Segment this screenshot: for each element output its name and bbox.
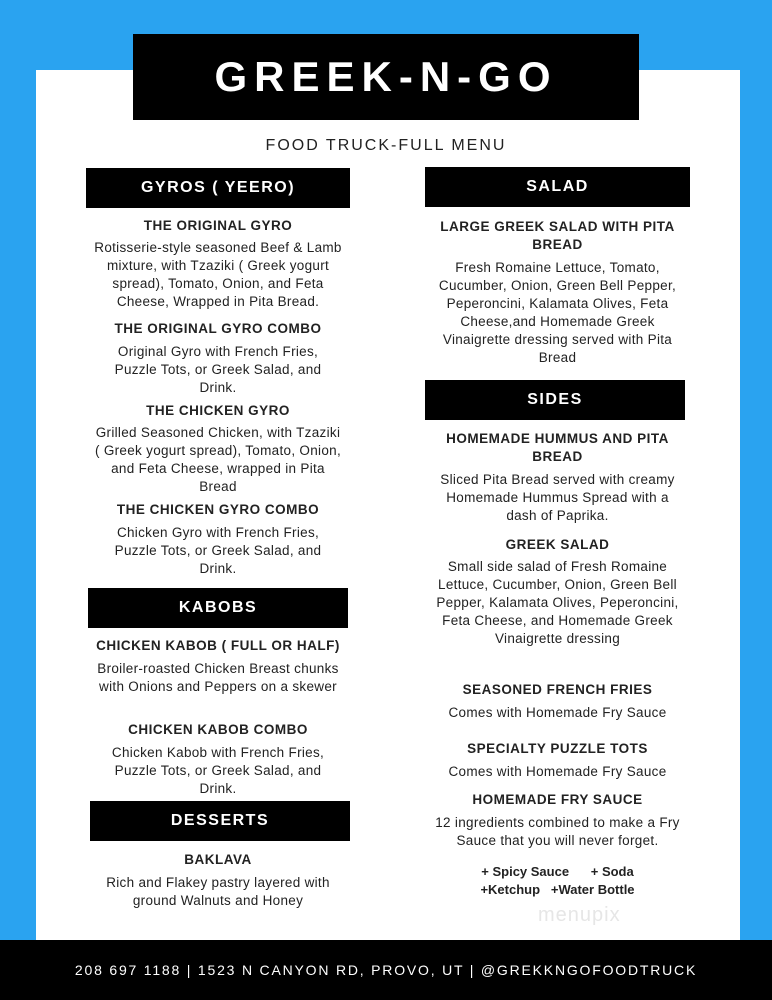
menu-subtitle: FOOD TRUCK-FULL MENU	[265, 137, 507, 154]
menu-item-title: THE CHICKEN GYRO COMBO	[116, 502, 320, 517]
extras-line-2: +Ketchup +Water Bottle	[480, 882, 635, 897]
menu-item-title: CHICKEN KABOB COMBO	[128, 722, 308, 737]
menu-item-desc: Comes with Homemade Fry Sauce	[448, 764, 667, 779]
menu-item-title: THE ORIGINAL GYRO COMBO	[114, 321, 322, 336]
menu-item-title: THE ORIGINAL GYRO	[143, 218, 293, 233]
menu-item-desc: Original Gyro with French Fries, Puzzle Tots, or Greek Salad, and Drink.	[114, 344, 322, 395]
menu-item-desc: Grilled Seasoned Chicken, with Tzaziki ( Greek yogurt spread), Tomato, Onion, and Feta Cheese, wrapped in Pita Bread	[94, 425, 341, 494]
menu-title: GREEK-N-GO	[214, 53, 558, 100]
menu-item-desc: Broiler-roasted Chicken Breast chunks with Onions and Peppers on a skewer	[97, 661, 339, 694]
extras-line-1: + Spicy Sauce + Soda	[481, 864, 634, 879]
menu-item-title: HOMEMADE FRY SAUCE	[472, 792, 643, 807]
menu-item-title: THE CHICKEN GYRO	[146, 403, 290, 418]
menu-item-desc: 12 ingredients combined to make a Fry Sauce that you will never forget.	[435, 815, 680, 848]
menu-item-title: CHICKEN KABOB ( FULL OR HALF)	[96, 638, 340, 653]
menu-item-desc: Sliced Pita Bread served with creamy Homemade Hummus Spread with a dash of Paprika.	[440, 472, 675, 523]
menu-item-title: SEASONED FRENCH FRIES	[462, 682, 653, 697]
menu-item-desc: Rotisserie-style seasoned Beef & Lamb mixture, with Tzaziki ( Greek yogurt spread), Tomato, Onion, and Feta Cheese, Wrapped in Pita Bread.	[94, 240, 342, 309]
watermark: menupix	[538, 904, 621, 926]
menu-item-desc: Chicken Gyro with French Fries, Puzzle Tots, or Greek Salad, and Drink.	[114, 525, 322, 576]
sides-heading: SIDES	[425, 380, 685, 420]
menu-item-title: HOMEMADE HUMMUS AND PITA BREAD	[446, 431, 669, 464]
menu-item-title: LARGE GREEK SALAD WITH PITA BREAD	[440, 219, 675, 252]
footer-contact: 208 697 1188 | 1523 N CANYON RD, PROVO, UT | @GREKKNGOFOODTRUCK	[74, 962, 698, 978]
menu-item-desc: Fresh Romaine Lettuce, Tomato, Cucumber, Onion, Green Bell Pepper, Peperoncini, Kalamata Olives, Feta Cheese,and Homemade Greek Vinaigrette dressing served with Pita Bread	[438, 260, 677, 365]
gyros-heading: GYROS ( YEERO)	[86, 168, 350, 208]
kabobs-heading: KABOBS	[88, 588, 348, 628]
title-banner	[133, 34, 639, 120]
menu-item-desc: Comes with Homemade Fry Sauce	[448, 705, 667, 720]
salad-heading: SALAD	[425, 167, 690, 207]
menu-item-desc: Small side salad of Fresh Romaine Lettuce, Cucumber, Onion, Green Bell Pepper, Kalamata Olives, Peperoncini, Feta Cheese, and Homemade Greek Vinaigrette dressing	[436, 559, 679, 646]
menu-item-desc: Rich and Flakey pastry layered with ground Walnuts and Honey	[106, 875, 330, 908]
desserts-heading: DESSERTS	[90, 801, 350, 841]
menu-item-desc: Chicken Kabob with French Fries, Puzzle Tots, or Greek Salad, and Drink.	[111, 745, 325, 796]
menu-item-title: GREEK SALAD	[505, 537, 610, 552]
menu-item-title: SPECIALTY PUZZLE TOTS	[467, 741, 648, 756]
footer-bar	[0, 940, 772, 1000]
menu-item-title: BAKLAVA	[184, 852, 252, 867]
